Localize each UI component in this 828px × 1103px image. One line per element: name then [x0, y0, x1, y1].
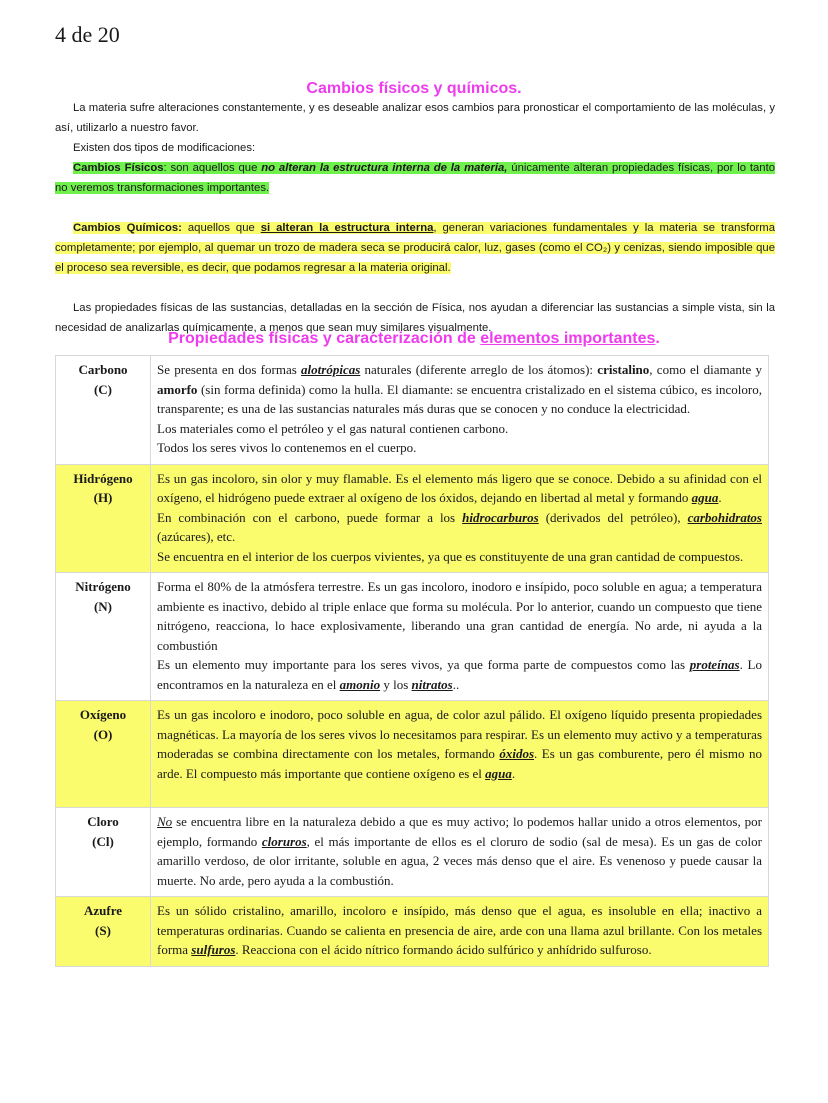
emphasized-text: óxidos: [499, 746, 535, 761]
element-symbol: (O): [93, 726, 113, 742]
description-paragraph: [157, 547, 762, 567]
element-label: [56, 356, 151, 465]
element-row: [56, 573, 769, 701]
element-symbol: (H): [93, 490, 113, 505]
element-row: [56, 897, 769, 967]
text-run: : son aquellos que: [163, 162, 262, 174]
element-description: [151, 897, 769, 967]
element-symbol: (Cl): [92, 833, 114, 849]
emphasized-text: cloruros: [261, 833, 307, 849]
text-run: Es un sólido cristalino, amarillo, incoloro e insípido, más denso que el agua, es insoluble en ella; inactivo a temperaturas ordinarias. Cuando se calienta en presencia de aire, arde con una llama azul brillante. Con los metales forma: [157, 903, 762, 957]
intro-paragraph: [55, 198, 775, 218]
paragraph-text: [73, 202, 76, 214]
emphasized-text: sulfuros: [191, 942, 236, 957]
text-run: Es un gas incoloro, sin olor y muy flamable. Es el elemento más ligero que se conoce. Debido a su afinidad con el oxígeno, el hidrógeno puede extraer al oxígeno de los óxidos, dejando en libertad al metal y formando: [157, 470, 762, 505]
emphasized-text: nitratos: [411, 676, 453, 692]
emphasized-text: si alteran la estructura interna: [260, 222, 434, 234]
element-label: [56, 464, 151, 573]
element-name: Cloro: [87, 814, 119, 829]
paragraph-text: [73, 282, 76, 294]
description-paragraph: [157, 419, 762, 439]
element-symbol: (C): [93, 381, 113, 397]
text-run: , como el diamante y: [649, 362, 762, 377]
emphasized-text: no alteran la estructura interna de la materia,: [261, 162, 508, 174]
text-run: La materia sufre alteraciones constantemente, y es deseable analizar esos cambios para pronosticar el comportamiento de las moléculas, y así, utilizarlo a nuestro favor.: [55, 102, 775, 134]
text-run: y los: [380, 676, 412, 692]
intro-paragraph: [55, 138, 775, 158]
text-run: , generan variaciones fundamentales y la materia se transforma completamente; por ejemplo, al quemar un trozo de madera seca se producirá calor, luz, gases (como el CO₂) y cenizas, siendo imposible que el proceso sea reversible, es decir, que podamos regresar a la materia original.: [55, 222, 775, 274]
emphasized-text: carbohidratos: [687, 509, 762, 525]
element-label: [56, 573, 151, 701]
element-description: [151, 356, 769, 465]
paragraph-text: [55, 102, 775, 134]
text-run: Los materiales como el petróleo y el gas natural contienen carbono.: [157, 420, 509, 436]
emphasized-text: cristalino: [597, 362, 650, 377]
text-run: . Reacciona con el ácido nítrico formando ácido sulfúrico y anhídrido sulfuroso.: [235, 942, 652, 957]
intro-text: [55, 98, 775, 338]
description-paragraph: [157, 655, 762, 694]
table-title-text: Propiedades físicas y caracterización de: [168, 330, 481, 347]
page-number: 4 de 20: [55, 22, 120, 47]
element-description: [151, 573, 769, 701]
element-symbol: (N): [93, 598, 113, 614]
intro-paragraph: [55, 278, 775, 298]
element-description: [151, 464, 769, 573]
intro-paragraph: [55, 218, 775, 278]
emphasized-text: amorfo: [157, 381, 198, 397]
element-name: Carbono: [78, 362, 128, 377]
text-run: Todos los seres vivos lo contenemos en el cuerpo.: [157, 440, 417, 455]
text-run: [73, 202, 76, 214]
emphasized-text: hidrocarburos: [462, 509, 539, 525]
intro-paragraph: [55, 98, 775, 138]
emphasized-text: agua: [485, 765, 512, 781]
intro-paragraph: [55, 158, 775, 198]
emphasized-text: No: [157, 814, 173, 829]
text-run: . Es un gas comburente, pero él mismo no arde. El compuesto más importante que contiene oxígeno es el: [157, 746, 762, 781]
description-paragraph: [157, 438, 762, 458]
element-description: [151, 808, 769, 897]
element-name: Nitrógeno: [75, 579, 131, 594]
text-run: (sin forma definida) como la hulla. El diamante: se encuentra cristalizado en el sistema cúbico, es incoloro, transparente; es una de las sustancias naturales más duras que se conocen y no conduce la electricidad.: [157, 381, 762, 416]
text-run: , el más importante de ellos es el cloruro de sodio (sal de mesa). Es un gas de color amarillo verdoso, de olor irritante, soluble en agua, 2 veces más denso que el aire. Es venenoso y puede causar la muerte. No arde, pero ayuda a la combustión.: [157, 833, 763, 888]
emphasized-text: Cambios Físicos: [73, 162, 164, 174]
element-label: [56, 808, 151, 897]
highlighted-text: [55, 162, 775, 194]
element-row: [56, 701, 769, 808]
text-run: Forma el 80% de la atmósfera terrestre. Es un gas incoloro, inodoro e insípido, poco soluble en agua; a temperatura ambiente es inactivo, debido al triple enlace que forma su molécula. Por lo anterior, cuando un compuesto que tiene nitrógeno, reacciona, lo hace explosivamente, liberando una gran cantidad de energía. No arde, ni ayuda a la combustión: [157, 579, 762, 653]
description-paragraph: [157, 508, 762, 547]
text-run: naturales (diferente arreglo de los átomos):: [360, 362, 598, 377]
emphasized-text: agua: [691, 490, 719, 505]
element-row: [56, 356, 769, 465]
emphasized-text: Cambios Químicos:: [73, 222, 182, 234]
text-run: En combinación con el carbono, puede formar a los: [157, 509, 463, 525]
element-name: Azufre: [83, 903, 123, 918]
table-title-underlined: elementos importantes: [480, 330, 656, 347]
highlighted-text: [55, 222, 775, 274]
emphasized-text: amonio: [339, 676, 381, 692]
text-run: Se encuentra en el interior de los cuerpos vivientes, ya que es constituyente de una gran cantidad de compuestos.: [157, 548, 744, 564]
emphasized-text: alotrópicas: [301, 362, 361, 377]
text-run: ..: [452, 676, 460, 692]
text-run: Se presenta en dos formas: [157, 362, 302, 377]
description-paragraph: [157, 705, 762, 783]
section-title: Cambios físicos y químicos.: [306, 80, 522, 97]
text-run: .: [718, 490, 722, 505]
element-label: [56, 897, 151, 967]
text-run: .: [511, 765, 516, 781]
element-name: Hidrógeno: [73, 470, 133, 486]
emphasized-text: proteínas: [689, 657, 740, 672]
text-run: (derivados del petróleo),: [538, 509, 688, 525]
table-title: [0, 330, 828, 348]
text-run: . Lo encontramos en la naturaleza en el: [157, 657, 762, 692]
text-run: únicamente alteran propiedades físicas, por lo tanto no veremos transformaciones importantes.: [55, 162, 775, 194]
paragraph-text: [73, 142, 255, 154]
text-run: aquellos que: [181, 222, 261, 234]
text-run: (azúcares), etc.: [157, 529, 236, 544]
element-name: Oxígeno: [79, 707, 127, 722]
text-run: Existen dos tipos de modificaciones:: [73, 142, 256, 154]
description-paragraph: [157, 901, 762, 960]
text-run: [73, 282, 76, 294]
description-paragraph: [157, 812, 762, 890]
description-paragraph: [157, 577, 762, 655]
text-run: se encuentra libre en la naturaleza debido a que es muy activo; lo podemos hallar unido a otros elementos, por ejemplo, formando: [157, 814, 762, 849]
text-run: Es un gas incoloro e inodoro, poco soluble en agua, de color azul pálido. El oxígeno líquido presenta propiedades magnéticas. La mayoría de los seres vivos lo necesitamos para respirar. Es un elemento muy activo y a temperaturas moderadas se combina directamente con los metales, formando: [157, 707, 762, 761]
element-description: [151, 701, 769, 808]
text-run: Las propiedades físicas de las sustancias, detalladas en la sección de Física, nos ayudan a diferenciar las sustancias a simple vista, sin la necesidad de analizarlas químicamente, a menos que sean muy similares visualmente.: [55, 302, 775, 334]
description-paragraph: [157, 469, 762, 508]
element-row: [56, 464, 769, 573]
text-run: Es un elemento muy importante para los seres vivos, ya que forma parte de compuestos como las: [157, 657, 690, 672]
table-title-period: .: [655, 330, 660, 347]
element-label: [56, 701, 151, 808]
description-paragraph: [157, 360, 762, 419]
elements-table: [55, 355, 769, 967]
element-symbol: (S): [95, 922, 111, 938]
element-row: [56, 808, 769, 897]
